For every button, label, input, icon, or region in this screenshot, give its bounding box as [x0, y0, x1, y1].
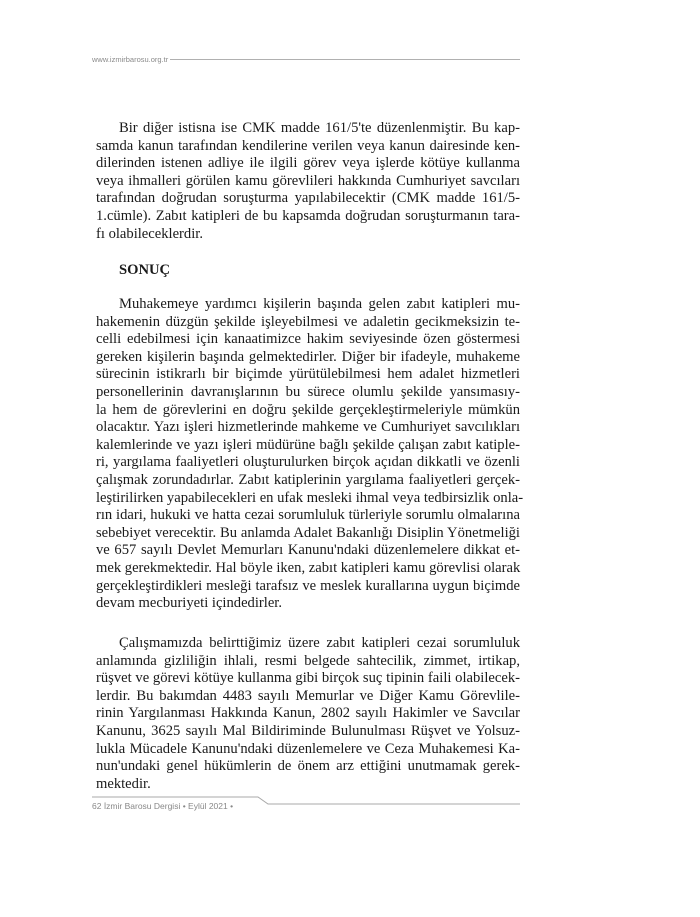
text-line: veya ihmalleri görülen kamu görevlileri hakkında Cumhuriyet savcıları: [96, 172, 520, 189]
text-line: Kanunu, 3625 sayılı Mal Bildiriminde Bulunulması Rüşvet ve Yolsuz-: [96, 722, 520, 739]
paragraph-3: [96, 635, 520, 793]
text-line: Muhakemeye yardımcı kişilerin başında gelen zabıt katipleri mu-: [119, 296, 520, 312]
text-line: rinin Yargılanması Hakkında Kanun, 2802 sayılı Hakimler ve Savcılar: [96, 705, 520, 722]
text-line: rüşvet ve görevi kötüye kullanma gibi birçok suç tipinin faili olabilecek-: [96, 670, 520, 687]
text-line: ri, yargılama faaliyetleri oluşturulurken birçok açıdan dikkatli ve özenli: [96, 454, 520, 471]
header-rule: [170, 59, 520, 60]
text-line: Çalışmamızda belirttiğimiz üzere zabıt katipleri cezai sorumluluk: [119, 635, 520, 651]
text-line: leştirilirken yapabilecekleri en ufak mesleki ihmal veya tedbirsizlik onla-: [96, 489, 524, 506]
text-line: kalemlerinde ve yazı işleri müdürüne bağlı şekilde çalışan zabıt katiple-: [96, 436, 520, 453]
text-line: fı olabileceklerdir.: [96, 225, 203, 242]
paragraph-1: [96, 120, 520, 243]
footer-text: 62 İzmir Barosu Dergisi • Eylül 2021 •: [92, 801, 234, 811]
text-line: mek gerekmektedir. Hal böyle iken, zabıt katipleri kamu görevlisi olarak: [96, 559, 521, 576]
header-url: www.izmirbarosu.org.tr: [92, 55, 169, 64]
section-heading: SONUÇ: [119, 262, 171, 278]
text-line: celli edebilmesi için kanaatimizce hakim seviyesinde özen göstermesi: [96, 331, 520, 348]
text-line: rın idari, hukuki ve hatta cezai sorumluluk türleriyle sorumlu olmalarına: [96, 507, 520, 524]
text-line: personellerinin davranışlarının bu sürece olumlu şekilde yansımasıy-: [96, 383, 520, 400]
text-line: 1.cümle). Zabıt katipleri de bu kapsamda doğrudan soruşturmanın tara-: [96, 207, 520, 224]
text-line: samda kanun tarafından kendilerine verilen veya kanun dairesinde ken-: [96, 137, 520, 154]
text-line: sebebiyet verecektir. Bu anlamda Adalet Bakanlığı Disiplin Yönetmeliği: [96, 524, 520, 541]
text-line: dilerinden istenen adliye ile ilgili görev veya işlerde kötüye kullanma: [96, 155, 520, 172]
text-line: ve 657 sayılı Devlet Memurları Kanunu'ndaki düzenlemelere dikkat et-: [96, 542, 520, 559]
text-line: lukla Mücadele Kanunu'ndaki düzenlemelere ve Ceza Muhakemesi Ka-: [96, 740, 520, 757]
text-line: gereken kişilerin başında gelmektedirler. Diğer bir ifadeyle, muhakeme: [96, 348, 520, 365]
text-line: olacaktır. Yazı işleri hizmetlerinde mahkeme ve Cumhuriyet savcılıkları: [96, 419, 520, 436]
text-line: mektedir.: [96, 775, 151, 792]
running-footer: [92, 796, 520, 812]
text-line: gerçekleştirdikleri mesleği tarafsız ve meslek kurallarına uygun biçimde: [96, 577, 520, 594]
text-line: tarafından doğrudan soruşturma yapılabilecektir (CMK madde 161/5-: [96, 190, 520, 207]
text-line: hakemenin düzgün şekilde işleyebilmesi ve adaletin gecikmeksizin te-: [96, 313, 520, 330]
text-line: sürecinin istikrarlı bir biçimde yürütülebilmesi hem adalet hizmetleri: [96, 366, 520, 383]
text-line: Bir diğer istisna ise CMK madde 161/5'te düzenlenmiştir. Bu kap-: [119, 120, 520, 136]
text-line: anlamında gizliliğin ihlali, resmi belgede sahtecilik, zimmet, irtikap,: [96, 652, 520, 669]
text-line: devam mecburiyeti içindedirler.: [96, 595, 282, 612]
text-line: la hem de görevlerini en doğru şekilde gerçekleştirmeleriyle mümkün: [96, 401, 520, 418]
text-line: nun'undaki genel hükümlerin de önem arz ettiğini unutmamak gerek-: [96, 758, 520, 775]
paragraph-2: [96, 296, 524, 613]
text-line: çalışmak zorundadırlar. Zabıt katiplerinin yargılama faaliyetleri gerçek-: [96, 471, 520, 488]
running-header: [92, 55, 520, 64]
text-line: lerdir. Bu bakımdan 4483 sayılı Memurlar ve Diğer Kamu Görevlile-: [96, 687, 520, 704]
